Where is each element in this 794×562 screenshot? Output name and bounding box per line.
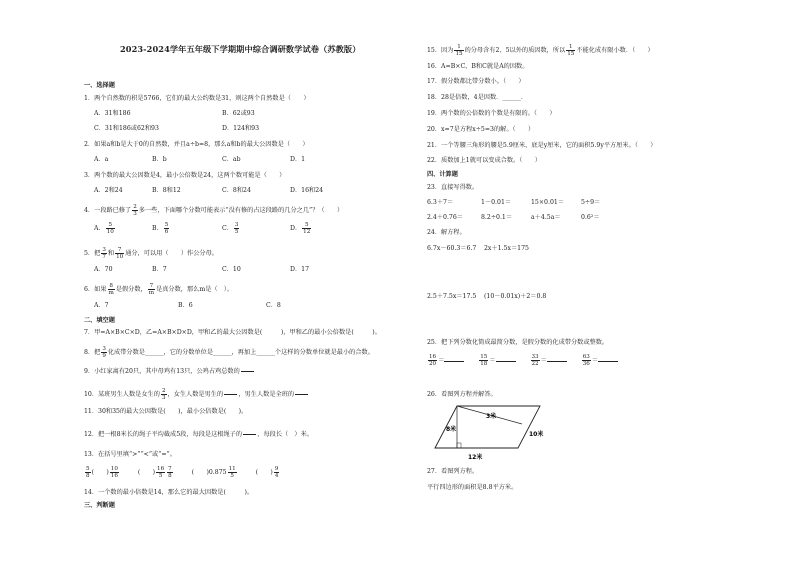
option: C．10 [222,266,241,273]
right-angle-mark [457,443,461,448]
option: D．16和24 [290,187,324,194]
question-17: 17．假分数都比带分数小。（ ） [427,78,525,85]
question-4: 4．一段路已修了 $\frac{2}{3}$ 多一些，下面哪个分数可能表示“没有修的占这段路的几分之几”？（ ） [84,204,344,217]
option: C．8 [266,302,281,309]
question-15: 15．因为 $\frac{1}{15}$ 的分母含有2、5以外的质因数，所以 $\frac{1}{15}$ 不能化成有限小数．（ ） [427,44,654,57]
option: D．17 [290,266,310,273]
fraction: $\frac{2}{3}$ [133,204,137,217]
calc-item: 5÷9＝ [581,199,601,206]
option: B． $\frac{5}{6}$ [152,222,169,235]
simplify-row: $\frac{16}{20}$ ＝ $\frac{15}{18}$ ＝ $\frac{33}{22}$ ＝ $\frac{63}{36}$ ＝ [427,354,618,367]
calc-item: 0.6²＝ [581,214,600,221]
section-choice: 一、选择题 [84,82,115,89]
question-7: 7．甲=A×B×C×D，乙=A×B×D×D，甲和乙的最大公因数是( )，甲和乙的最小公倍数是( )。 [84,329,381,336]
option: D．1 [290,156,306,163]
option: C．8和24 [222,187,251,194]
question-27: 27．看图列方程。 [427,468,479,475]
equation: (10－0.01x)＋2＝0.8 [484,293,547,300]
question-6: 6．如果 $\frac{8}{m}$ 是假分数， $\frac{7}{m}$ 是真分数，那么m是（ ）。 [84,283,234,296]
label-10m: 10米 [529,431,544,438]
section-fill: 二、填空题 [84,317,115,324]
question-11: 11．30和35的最大公因数是( )，最小公倍数是( )。 [84,408,248,415]
question-1: 1．两个自然数的积是5766，它们的最大公约数是31，则这两个自然数是（ ） [84,95,310,102]
question-10: 10．某班男生人数是女生的 $\frac{2}{3}$ ，女生人数是男生的 ，男生人数是全班的 [84,388,309,401]
option: B．8和12 [152,187,181,194]
question-20: 20．x=7是方程x÷5=3的解。（ ） [427,126,535,133]
equation: 6.7x－60.3＝6.7 [427,245,477,252]
calc-item: 8.2÷0.1＝ [481,214,513,221]
label-12m: 12米 [468,454,483,461]
label-8m: 8米 [446,426,457,433]
option: D． $\frac{5}{12}$ [290,222,311,235]
question-19: 19．两个数的公倍数的个数是有限的。（ ） [427,110,556,117]
question-8: 8．把 $\frac{3}{9}$ 化成带分数是______，它的分数单位是______，再加上______个这样的分数单位就是最小的合数。 [84,346,374,359]
option: B．6 [178,302,193,309]
question-13: 13．在括号里填“>”“<”或“=”。 [84,451,176,458]
question-2: 2．如果a和b是大于0的自然数，并且a÷b=8，那么a和b的最大公因数是（ ） [84,141,309,148]
calc-item: a＋4.5a＝ [531,214,561,221]
section-judge: 三、判断题 [84,502,115,509]
option: C．31和186或62和93 [94,125,159,132]
page-title: 2023-2024学年五年级下学期期中综合调研数学试卷（苏教版） [120,44,361,54]
question-26: 26．看图列方程并解答。 [427,391,497,398]
option: A．31和186 [94,110,131,117]
question-22: 22．质数加上1就可以变成合数。（ ） [427,157,541,164]
label-3m: 3米 [486,413,497,420]
parallelogram-diagram [430,404,550,462]
question-16: 16．A=B×C，B和C就是A的因数。 [427,63,529,70]
calc-item: 15×0.01＝ [531,199,565,206]
option: B．7 [152,266,167,273]
question-14: 14．一个数的最小倍数是14，那么它的最大因数是( )。 [84,489,254,496]
option: B．b [152,156,167,163]
calc-item: 6.3＋7＝ [427,199,454,206]
calc-item: 2.4＋0.76＝ [427,214,463,221]
question-25: 25．把下列分数化简成最简分数，是假分数的化成带分数或整数。 [427,339,609,346]
question-23: 23．直接写得数。 [427,184,479,191]
question-27-text: 平行四边形的面积是8.8平方米。 [427,484,518,491]
question-21: 21．一个等腰三角形的腰是5.9厘米，底是y厘米，它的面积5.9y平方厘米。（ ） [427,142,657,149]
question-24: 24．解方程。 [427,229,466,236]
question-18: 18．28是倍数，4是因数．______． [427,94,528,101]
option: D．124和93 [222,125,260,132]
option: A．2和24 [94,187,123,194]
equation: 2.5＋7.5x＝17.5 [427,293,477,300]
option: B．62或93 [222,110,255,117]
compare-row: $\frac{5}{8}$ ( ) $\frac{10}{16}$ ( ) $\frac{16}{5}$ $\frac{7}{8}$ ( )0.875 $\frac{11}{5}$ ( ) $\frac{9}{4}$ [86,466,279,479]
option: C．ab [222,156,241,163]
question-3: 3．两个数的最大公因数是4，最小公倍数是24，这两个数可能是（ ） [84,172,286,179]
calc-item: 1－0.01＝ [481,199,512,206]
equation: 2x＋1.5x＝175 [484,245,529,252]
option: A．7 [94,302,109,309]
question-9: 9．小红家离有20只，其中母鸡有13只，公鸡占鸡总数的 [84,365,255,378]
option: A．70 [94,266,113,273]
question-12: 12．把一根8米长的绳子平均截成5段，每段是这根绳子的 ，每段长（ ）米。 [84,428,313,441]
option: A． $\frac{5}{10}$ [94,222,114,235]
option: A．a [94,156,109,163]
option: C． $\frac{3}{5}$ [222,222,239,235]
question-5: 5．把 $\frac{3}{7}$ 和 $\frac{7}{10}$ 通分，可以用（ ）作公分母。 [84,247,218,260]
section-calc: 四、计算题 [427,171,458,178]
